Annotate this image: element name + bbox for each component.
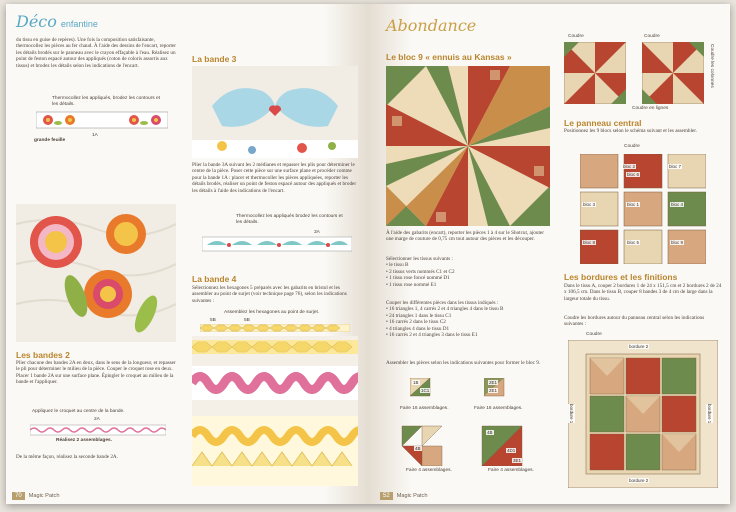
border-label-bottom: bordure 2 xyxy=(629,478,649,483)
bande3-text: Plier la bande 3A suivant les 2 médianes et repasser les plis pour déterminer le centre de la pièce. Poser cette pièce sur une surface plane et procéder comme pour la bande 1A : placer et thermocoller les pièces appliquées, reporter les détails brodés, réaliser un point de feston espacé autour des appliqués et broder les détails à l'aide des indications de l'encart. xyxy=(192,162,357,194)
header-enfantine: enfantine xyxy=(60,19,98,29)
flower-applique-photo xyxy=(16,204,176,342)
block-label: bloc 8 xyxy=(583,240,596,245)
mini-assembly xyxy=(562,34,722,114)
select-item: • le tissu B xyxy=(386,262,409,269)
right-page-number: 52 xyxy=(380,492,393,500)
piece-label: 2E1 xyxy=(489,388,498,393)
diagram1-label: 1A xyxy=(92,133,98,138)
bloc9-title: Le bloc 9 « ennuis au Kansas » xyxy=(386,52,512,62)
mini-label-coudre-lignes: Coudre en lignes xyxy=(632,106,669,111)
left-page xyxy=(6,4,368,504)
border-label-right: bordure 1 xyxy=(707,404,712,424)
diagram4-caption: Assemblez les hexagones au point de surjet. xyxy=(224,310,320,315)
piece-label: 1B xyxy=(413,380,419,385)
mini-label-coudre-2: Coudre xyxy=(644,34,660,39)
bordures-title: Les bordures et les finitions xyxy=(564,272,678,282)
border-label-left: bordure 1 xyxy=(569,404,574,424)
block-label: bloc 1 xyxy=(627,202,640,207)
diagram2-sub: Réalisez 2 assemblages. xyxy=(56,438,112,443)
right-page xyxy=(368,4,730,504)
panneau-text: Positionnez les 9 blocs selon le schéma suivant et les assembler. xyxy=(564,128,697,134)
border-label-top: bordure 2 xyxy=(629,344,649,349)
mini-block-1 xyxy=(564,42,626,104)
birds-photo-art xyxy=(192,66,358,158)
bandes2-text: Plier chacune des bandes 2A en deux, dans le sens de la longueur, et repasser le pli pour déterminer le milieu de la pièce. Couper le croquet rose en deux. Placer 1 bande 2A sur une surface plane. Épingler le croquet au milieu de la bande et l'appliquer. xyxy=(16,360,176,386)
diagram3-label: 3A xyxy=(314,230,320,235)
magazine-spread xyxy=(6,4,730,504)
bandes2-title: Les bandes 2 xyxy=(16,350,70,360)
pair-label-3: Faire 4 assemblages. xyxy=(406,468,452,473)
cut-list xyxy=(386,300,550,338)
piece-label: 3E1 xyxy=(513,458,522,463)
bordures-text: Dans le tissu A, couper 2 bordures 1 de 24 x 151,5 cm et 2 bordures 2 de 24 x 106,5 cm. Dans le tissu B, couper 8 bandes 3 de 4 cm de large dans la largeur totale du tissu. xyxy=(564,283,722,302)
diagram1-strip xyxy=(36,108,168,132)
panel-layout xyxy=(568,144,718,266)
piece-label: 1C1 xyxy=(421,388,430,393)
select-item: • 2 tissus verts nommés C1 et C2 xyxy=(386,268,455,275)
cut-item: • 16 carrés 2 et 4 triangles 3 dans le tissu E1 xyxy=(386,332,478,339)
diagram4-label-2: 5B xyxy=(244,318,250,323)
hexagon-diagram xyxy=(192,310,358,332)
bloc9-text: À l'aide des gabarits (encart), reporter les pièces 1 à 4 sur le Shotcut, ajouter une marge de couture de 0,75 cm tout autour des pièces et les découper. xyxy=(386,230,544,243)
hexagon-strip xyxy=(200,324,350,332)
bordures-text-2: Coudre les bordures autour du panneau central selon les indications suivantes : xyxy=(564,315,705,328)
diagram2-label: 2A xyxy=(94,417,100,422)
panneau-title: Le panneau central xyxy=(564,118,642,128)
flower-photo-art xyxy=(16,204,176,342)
right-magazine-name: Magic Patch xyxy=(396,493,428,499)
piece-label: 4B xyxy=(487,430,493,435)
birds-diagram xyxy=(192,214,358,254)
cut-item: • 16 carrés 2 dans le tissu C2 xyxy=(386,319,446,326)
diagram3-caption: Thermocollez les appliqués brodez les contours et les détails. xyxy=(236,214,343,225)
pair-label-2: Faire 16 assemblages. xyxy=(474,406,523,411)
assemble-text: Assembler les pièces selon les indications suivantes pour former le bloc 9. xyxy=(386,360,541,366)
select-item: • 1 tissu rose foncé nommé D1 xyxy=(386,275,450,282)
ricrac-photo-art xyxy=(192,336,358,486)
birds-strip xyxy=(202,236,352,252)
diagram4-label-1: 5B xyxy=(210,318,216,323)
bandes2-end: De la même façon, réalisez la seconde bande 2A. xyxy=(16,454,118,460)
left-page-number: 70 xyxy=(12,492,25,500)
borders-quilt xyxy=(568,340,718,488)
block-label: bloc 4 xyxy=(671,202,684,207)
diagram2-caption: Appliquez le croquet au centre de la bande. xyxy=(32,409,125,414)
block-label: bloc 6 xyxy=(627,172,640,177)
birds-photo xyxy=(192,66,358,158)
ricrac-photo xyxy=(192,336,358,486)
cut-item: • 4 triangles 4 dans le tissu D1 xyxy=(386,325,450,332)
right-footer xyxy=(380,492,427,500)
pair-label-1: Faire 16 assemblages. xyxy=(400,406,449,411)
bande4-title: La bande 4 xyxy=(192,274,237,284)
bande4-text: Sélectionnez les hexagones 5 préparés avec les gabarits en bristol et les assembler au point de surjet (voir technique page 76), selon les indications suivantes : xyxy=(192,285,347,304)
block-label: bloc 3 xyxy=(583,202,596,207)
panel-grid xyxy=(580,154,706,264)
kansas-block-art xyxy=(386,66,550,226)
cut-item: • 24 triangles 1 dans le tissu C1 xyxy=(386,312,452,319)
block-label: bloc 2 xyxy=(623,164,636,169)
bande3-title: La bande 3 xyxy=(192,54,237,64)
piece-label: 4D1 xyxy=(507,448,516,453)
applique-diagram-1 xyxy=(16,96,178,144)
mini-label-coudre-1: Coudre xyxy=(568,34,584,39)
croquet-strip xyxy=(30,424,166,436)
pair-label-4: Faire 4 assemblages. xyxy=(488,468,534,473)
left-footer xyxy=(12,492,59,500)
left-magazine-name: Magic Patch xyxy=(28,493,60,499)
mini-label-coudre-colonnes: Coudre les colonnes xyxy=(709,44,714,88)
select-list xyxy=(386,256,550,288)
select-intro: Sélectionner les tissus suivants : xyxy=(386,256,453,262)
croquet-diagram xyxy=(16,409,176,449)
borders-diagram xyxy=(564,332,724,490)
mini-block-2 xyxy=(642,42,704,104)
block-label: bloc 7 xyxy=(669,164,682,169)
right-header-title: Abondance xyxy=(386,16,477,35)
cut-item: • 16 triangles 1, 4 carrés 2 et 4 triangles 4 dans le tissu B xyxy=(386,306,504,313)
header-deco: Déco xyxy=(16,12,57,31)
kansas-block-photo xyxy=(386,66,550,226)
select-item: • 1 tissu rose nommé E1 xyxy=(386,281,437,288)
cut-intro: Couper les différentes pièces dans les tissus indiqués : xyxy=(386,300,499,306)
panneau-coudre: Coudre xyxy=(624,144,640,149)
piece-label: 2E1 xyxy=(489,380,498,385)
pair-diagram-3 xyxy=(398,422,446,466)
block-label: bloc 5 xyxy=(627,240,640,245)
diagram1-caption: Thermocollez les appliqués, brodez les contours et les détails. xyxy=(52,96,160,107)
piece-label: 4B xyxy=(415,446,421,451)
left-header xyxy=(16,12,98,32)
block-label: bloc 9 xyxy=(671,240,684,245)
bordures-coudre: Coudre xyxy=(586,332,602,337)
intro-paragraph: du tissu en guise de repères). Une fois la composition satisfaisante, thermocollez les pièces au fer chaud. À l'aide des dessins de l'encart, reporter les détails brodés sur le panneau avec le crayon effaçable à l'eau. Réalisez un point de feston espacé autour des appliqués (coton de coloris assortis aux tissus) et brodez les détails selon les indications de l'encart. xyxy=(16,37,177,69)
diagram1-sub: grande feuille xyxy=(34,138,66,143)
piece-diagrams xyxy=(398,376,548,488)
